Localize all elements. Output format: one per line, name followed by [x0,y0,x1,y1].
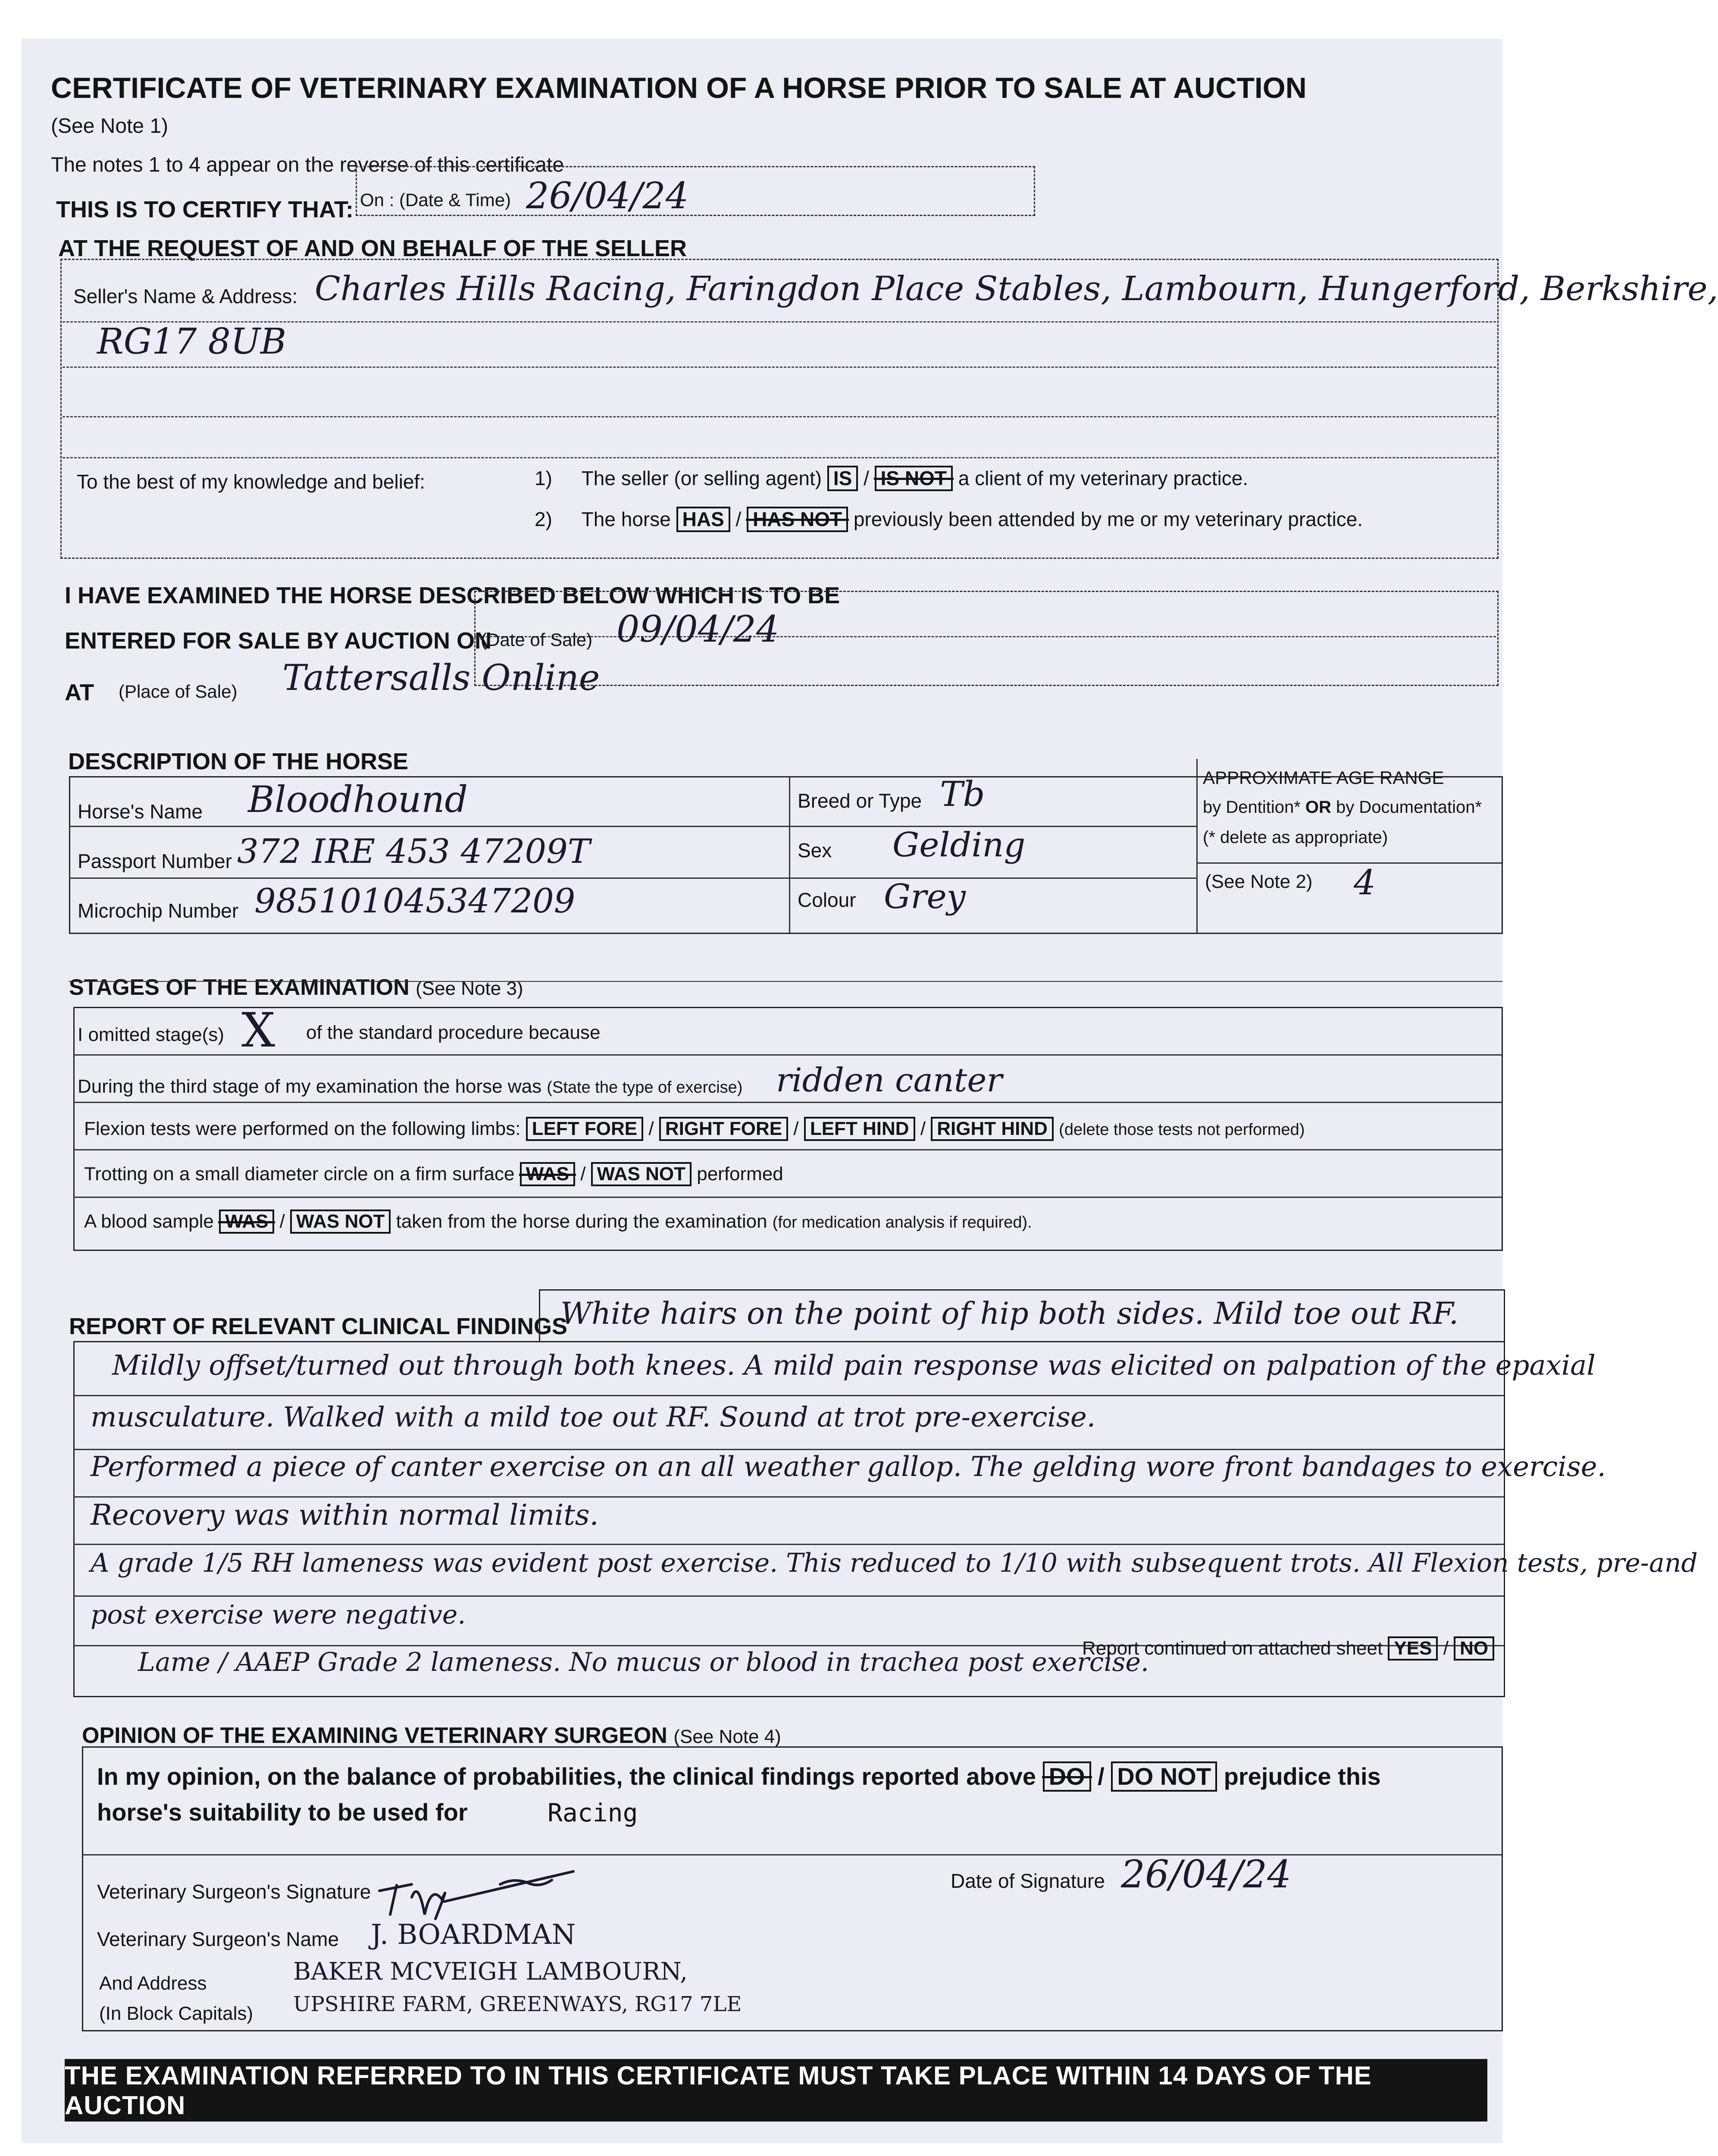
opinion-use-value[interactable]: Racing [548,1798,638,1827]
stages-divider-3 [73,1149,1502,1150]
on-date-value[interactable]: 26/04/24 [526,175,689,217]
on-date-label: On : (Date & Time) [360,190,511,210]
examined-heading: I HAVE EXAMINED THE HORSE DESCRIBED BELOW WHICH IS TO BE [65,583,840,608]
sex-value[interactable]: Gelding [892,826,1026,865]
age-value[interactable]: 4 [1354,862,1376,903]
trotting-was-not-option[interactable]: WAS NOT [591,1162,692,1186]
opinion-do-option[interactable]: DO [1043,1761,1091,1792]
report-rule-4 [73,1544,1504,1545]
notes-line: The notes 1 to 4 appear on the reverse of this certificate [51,154,564,176]
seller-divider-3 [63,416,1496,417]
report-line[interactable]: Recovery was within normal limits. [91,1498,599,1532]
omitted-stages-value[interactable]: X [241,1003,275,1058]
age-row-divider [1196,862,1502,864]
date-of-sale-value[interactable]: 09/04/24 [616,608,779,650]
colour-value[interactable]: Grey [884,877,966,916]
blood-was-not-option[interactable]: WAS NOT [290,1210,391,1234]
microchip-label: Microchip Number [78,899,239,922]
horse-has-not-option[interactable]: HAS NOT [747,507,848,532]
description-col-divider-1 [789,776,790,933]
third-stage-label: During the third stage of my examination the horse was (State the type of exercise) [78,1076,743,1097]
horse-has-option[interactable]: HAS [676,507,730,532]
stages-divider-4 [73,1197,1502,1198]
seller-label: Seller's Name & Address: [73,285,298,307]
continued-yes-option[interactable]: YES [1388,1636,1438,1661]
seller-address-line2[interactable]: RG17 8UB [97,321,287,362]
description-row-divider-2 [69,877,1197,879]
by-documentation-option[interactable]: by Documentation* [1336,798,1482,817]
colour-label: Colour [798,889,856,911]
sex-label: Sex [798,839,832,862]
request-heading: AT THE REQUEST OF AND ON BEHALF OF THE SELLER [58,235,687,261]
report-line[interactable]: Mildly offset/turned out through both knees. A mild pain response was elicited on palpation of the epaxial [112,1350,1596,1382]
report-line[interactable]: Lame / AAEP Grade 2 lameness. No mucus or blood in trachea post exercise. [138,1647,1149,1677]
signature-mark[interactable] [371,1854,612,1923]
footer-banner: THE EXAMINATION REFERRED TO IN THIS CERTIFICATE MUST TAKE PLACE WITHIN 14 DAYS OF THE AUCTION [65,2059,1487,2122]
opinion-statement: In my opinion, on the balance of probabilities, the clinical findings reported above DO / DO NOT prejudice this [97,1761,1381,1792]
third-stage-value[interactable]: ridden canter [776,1061,1002,1099]
description-heading: DESCRIPTION OF THE HORSE [68,749,409,774]
report-line[interactable]: post exercise were negative. [91,1600,466,1630]
stages-heading: STAGES OF THE EXAMINATION (See Note 3) [69,975,523,1000]
date-of-sale-label: (Date of Sale) [481,630,593,650]
age-see-note-2: (See Note 2) [1205,871,1313,892]
report-line[interactable]: White hairs on the point of hip both sides. Mild toe out RF. [560,1296,1459,1331]
place-of-sale-label: (Place of Sale) [119,681,238,702]
omitted-stages-label: I omitted stage(s) [78,1024,224,1045]
see-note-1: (See Note 1) [51,115,169,138]
by-dentition-option[interactable]: by Dentition* [1203,798,1301,817]
omitted-stages-reason-label: of the standard procedure because [306,1022,601,1043]
flexion-left-fore[interactable]: LEFT FORE [526,1117,643,1141]
report-rule-5 [73,1595,1504,1597]
report-continued-row: Report continued on attached sheet YES / NO [1082,1636,1494,1661]
seller-address-line1[interactable]: Charles Hills Racing, Faringdon Place Stables, Lambourn, Hungerford, Berkshire, [315,270,1718,308]
statement-2: 2) The horse HAS / HAS NOT previously been attended by me or my veterinary practice. [535,507,1363,532]
certify-label: THIS IS TO CERTIFY THAT: [56,197,354,222]
at-label: AT [65,680,94,705]
certificate-title: CERTIFICATE OF VETERINARY EXAMINATION OF A HORSE PRIOR TO SALE AT AUCTION [51,72,1307,104]
flexion-row: Flexion tests were performed on the following limbs: LEFT FORE / RIGHT FORE / LEFT HIND / RIGHT HIND (delete those tests not performed) [84,1117,1305,1141]
stages-divider-1 [73,1054,1502,1056]
opinion-heading: OPINION OF THE EXAMINING VETERINARY SURGEON (See Note 4) [82,1723,781,1748]
signature-label: Veterinary Surgeon's Signature [97,1880,371,1903]
blood-sample-row: A blood sample WAS / WAS NOT taken from the horse during the examination (for medication analysis if required). [84,1210,1032,1234]
date-of-signature-label: Date of Signature [951,1870,1105,1892]
horse-name-value[interactable]: Bloodhound [248,778,468,821]
address-line-1[interactable]: BAKER MCVEIGH LAMBOURN, [293,1958,688,1986]
report-rule-1 [73,1395,1504,1396]
trotting-row: Trotting on a small diameter circle on a firm surface WAS / WAS NOT performed [84,1162,783,1186]
address-line-2[interactable]: UPSHIRE FARM, GREENWAYS, RG17 7LE [293,1992,742,2016]
report-rule-2 [73,1449,1504,1450]
breed-label: Breed or Type [798,790,922,812]
flexion-right-fore[interactable]: RIGHT FORE [659,1117,788,1141]
breed-value[interactable]: Tb [940,774,985,814]
age-range-options: by Dentition* OR by Documentation* [1203,798,1482,817]
report-line[interactable]: musculature. Walked with a mild toe out RF. Sound at trot pre-exercise. [91,1401,1096,1433]
passport-value[interactable]: 372 IRE 453 47209T [237,832,590,871]
date-of-signature-value[interactable]: 26/04/24 [1121,1852,1292,1896]
continued-no-option[interactable]: NO [1454,1636,1494,1661]
microchip-value[interactable]: 985101045347209 [254,882,576,921]
opinion-line-2: horse's suitability to be used for [97,1799,468,1826]
seller-is-option[interactable]: IS [827,466,858,491]
report-line[interactable]: A grade 1/5 RH lameness was evident post exercise. This reduced to 1/10 with subsequent trots. All Flexion tests, pre-and [91,1548,1698,1578]
passport-label: Passport Number [78,850,232,872]
flexion-left-hind[interactable]: LEFT HIND [804,1117,915,1141]
seller-divider-4 [63,457,1496,458]
stages-top-rule [69,981,1502,982]
age-range-title: APPROXIMATE AGE RANGE [1203,768,1444,788]
address-label: And Address [99,1973,207,1994]
seller-divider-2 [63,367,1496,368]
horse-name-label: Horse's Name [78,800,203,823]
vet-name-value[interactable]: J. BOARDMAN [371,1919,576,1951]
trotting-was-option[interactable]: WAS [520,1162,575,1186]
vet-name-label: Veterinary Surgeon's Name [97,1928,339,1950]
stages-divider-2 [73,1102,1502,1103]
flexion-right-hind[interactable]: RIGHT HIND [931,1117,1054,1141]
opinion-do-not-option[interactable]: DO NOT [1111,1761,1217,1792]
entered-label: ENTERED FOR SALE BY AUCTION ON [65,628,492,654]
description-col-divider-2 [1196,759,1198,933]
report-line[interactable]: Performed a piece of canter exercise on an all weather gallop. The gelding wore front bandages to exercise. [91,1451,1606,1483]
knowledge-label: To the best of my knowledge and belief: [77,470,426,493]
delete-note: (* delete as appropriate) [1203,828,1388,847]
place-of-sale-value[interactable]: Tattersalls Online [282,658,600,699]
description-row-divider-1 [69,826,1197,827]
seller-is-not-option[interactable]: IS NOT [875,466,953,491]
statement-1: 1) The seller (or selling agent) IS / IS NOT a client of my veterinary practice. [535,466,1248,491]
report-heading: REPORT OF RELEVANT CLINICAL FINDINGS [69,1313,568,1339]
blood-was-option[interactable]: WAS [219,1210,274,1234]
report-rule-3 [73,1496,1504,1498]
address-block-caps-label: (In Block Capitals) [99,2003,253,2024]
